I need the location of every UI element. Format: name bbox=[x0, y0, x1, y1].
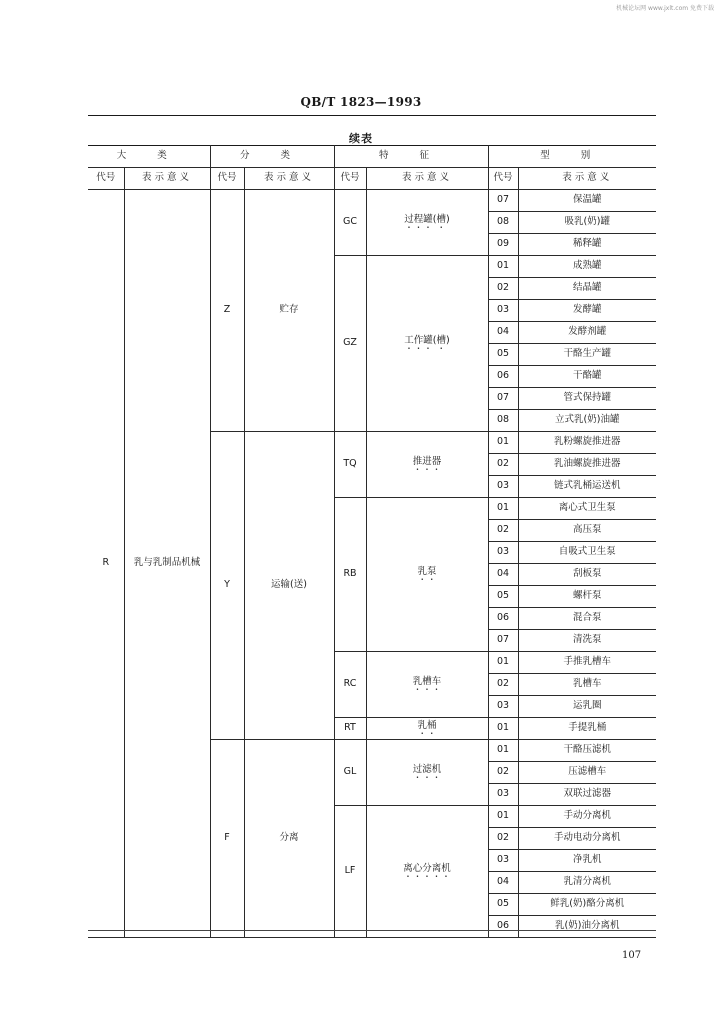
type-code: 01 bbox=[488, 652, 518, 674]
feature-meaning bbox=[366, 806, 488, 938]
type-meaning: 手动分离机 bbox=[518, 806, 656, 828]
feature-code: RB bbox=[334, 498, 366, 652]
type-code: 05 bbox=[488, 586, 518, 608]
type-code: 05 bbox=[488, 894, 518, 916]
type-meaning: 鲜乳(奶)酪分离机 bbox=[518, 894, 656, 916]
type-meaning: 双联过滤器 bbox=[518, 784, 656, 806]
type-meaning: 保温罐 bbox=[518, 190, 656, 212]
feature-meaning bbox=[366, 498, 488, 652]
type-meaning: 吸乳(奶)罐 bbox=[518, 212, 656, 234]
type-meaning: 自吸式卫生泵 bbox=[518, 542, 656, 564]
feature-meaning-text: 过程罐(槽) bbox=[404, 214, 450, 225]
type-code: 02 bbox=[488, 674, 518, 696]
major-meaning: 乳与乳制品机械 bbox=[124, 190, 210, 938]
subcategory-meaning: 分离 bbox=[244, 740, 334, 938]
type-code: 06 bbox=[488, 608, 518, 630]
standard-number: QB/T 1823—1993 bbox=[300, 95, 422, 109]
header-row-groups bbox=[88, 146, 656, 168]
type-meaning: 离心式卫生泵 bbox=[518, 498, 656, 520]
header-type-code: 代号 bbox=[488, 168, 518, 190]
feature-meaning bbox=[366, 718, 488, 740]
feature-code: GZ bbox=[334, 256, 366, 432]
feature-meaning-text: 乳槽车 bbox=[412, 676, 442, 687]
header-feature: 特 征 bbox=[334, 146, 488, 168]
type-meaning: 混合泵 bbox=[518, 608, 656, 630]
subcategory-code: Z bbox=[210, 190, 244, 432]
type-meaning: 刮板泵 bbox=[518, 564, 656, 586]
feature-meaning-text: 乳桶 bbox=[417, 720, 437, 731]
table-row bbox=[88, 190, 656, 212]
header-feature-meaning: 表示意义 bbox=[366, 168, 488, 190]
header-major-code: 代号 bbox=[88, 168, 124, 190]
feature-meaning bbox=[366, 256, 488, 432]
type-code: 03 bbox=[488, 542, 518, 564]
table-body bbox=[88, 190, 656, 938]
type-code: 02 bbox=[488, 278, 518, 300]
type-code: 03 bbox=[488, 850, 518, 872]
classification-table bbox=[88, 145, 656, 938]
type-code: 02 bbox=[488, 828, 518, 850]
type-meaning: 运乳圈 bbox=[518, 696, 656, 718]
type-code: 07 bbox=[488, 388, 518, 410]
header-row-columns bbox=[88, 168, 656, 190]
type-meaning: 立式乳(奶)油罐 bbox=[518, 410, 656, 432]
type-meaning: 成熟罐 bbox=[518, 256, 656, 278]
type-meaning: 管式保持罐 bbox=[518, 388, 656, 410]
subcategory-meaning: 贮存 bbox=[244, 190, 334, 432]
feature-meaning bbox=[366, 190, 488, 256]
type-meaning: 清洗泵 bbox=[518, 630, 656, 652]
type-meaning: 干酪罐 bbox=[518, 366, 656, 388]
watermark-text: 机械论坛网 www.jxlt.com 免费下载 bbox=[616, 5, 714, 12]
type-code: 03 bbox=[488, 300, 518, 322]
type-meaning: 乳槽车 bbox=[518, 674, 656, 696]
type-code: 03 bbox=[488, 784, 518, 806]
type-code: 01 bbox=[488, 256, 518, 278]
header-rule bbox=[88, 115, 656, 116]
feature-meaning bbox=[366, 432, 488, 498]
feature-code: LF bbox=[334, 806, 366, 938]
type-code: 06 bbox=[488, 916, 518, 938]
subcategory-code: Y bbox=[210, 432, 244, 740]
type-code: 09 bbox=[488, 234, 518, 256]
type-meaning: 干酪压滤机 bbox=[518, 740, 656, 762]
feature-code: GC bbox=[334, 190, 366, 256]
header-sub-code: 代号 bbox=[210, 168, 244, 190]
header-major-meaning: 表示意义 bbox=[124, 168, 210, 190]
type-meaning: 手动电动分离机 bbox=[518, 828, 656, 850]
feature-meaning-text: 工作罐(槽) bbox=[404, 335, 450, 346]
type-code: 01 bbox=[488, 432, 518, 454]
feature-code: RT bbox=[334, 718, 366, 740]
type-meaning: 乳油螺旋推进器 bbox=[518, 454, 656, 476]
feature-meaning-text: 推进器 bbox=[412, 456, 442, 467]
feature-meaning-text: 过滤机 bbox=[412, 764, 442, 775]
header-sub: 分 类 bbox=[210, 146, 334, 168]
header-sub-meaning: 表示意义 bbox=[244, 168, 334, 190]
type-meaning: 干酪生产罐 bbox=[518, 344, 656, 366]
type-code: 08 bbox=[488, 410, 518, 432]
type-code: 04 bbox=[488, 872, 518, 894]
feature-code: GL bbox=[334, 740, 366, 806]
type-code: 01 bbox=[488, 806, 518, 828]
type-meaning: 乳粉螺旋推进器 bbox=[518, 432, 656, 454]
type-code: 06 bbox=[488, 366, 518, 388]
type-meaning: 压滤槽车 bbox=[518, 762, 656, 784]
feature-code: TQ bbox=[334, 432, 366, 498]
type-code: 04 bbox=[488, 564, 518, 586]
type-code: 03 bbox=[488, 696, 518, 718]
header-type-meaning: 表示意义 bbox=[518, 168, 656, 190]
type-code: 01 bbox=[488, 718, 518, 740]
type-meaning: 手推乳槽车 bbox=[518, 652, 656, 674]
type-meaning: 高压泵 bbox=[518, 520, 656, 542]
feature-meaning bbox=[366, 740, 488, 806]
type-meaning: 结晶罐 bbox=[518, 278, 656, 300]
type-code: 08 bbox=[488, 212, 518, 234]
type-meaning: 乳清分离机 bbox=[518, 872, 656, 894]
type-meaning: 手提乳桶 bbox=[518, 718, 656, 740]
subcategory-code: F bbox=[210, 740, 244, 938]
type-meaning: 发酵剂罐 bbox=[518, 322, 656, 344]
type-meaning: 净乳机 bbox=[518, 850, 656, 872]
header-major: 大 类 bbox=[88, 146, 210, 168]
type-meaning: 螺杆泵 bbox=[518, 586, 656, 608]
type-code: 05 bbox=[488, 344, 518, 366]
header-feature-code: 代号 bbox=[334, 168, 366, 190]
type-code: 03 bbox=[488, 476, 518, 498]
feature-meaning-text: 离心分离机 bbox=[403, 863, 451, 874]
type-code: 01 bbox=[488, 498, 518, 520]
major-code: R bbox=[88, 190, 124, 938]
page-number: 107 bbox=[622, 950, 642, 961]
type-code: 02 bbox=[488, 520, 518, 542]
feature-meaning-text: 乳泵 bbox=[417, 566, 437, 577]
feature-code: RC bbox=[334, 652, 366, 718]
type-code: 07 bbox=[488, 190, 518, 212]
type-code: 04 bbox=[488, 322, 518, 344]
header-type: 型 别 bbox=[488, 146, 656, 168]
type-code: 02 bbox=[488, 762, 518, 784]
type-meaning: 乳(奶)油分离机 bbox=[518, 916, 656, 938]
type-meaning: 稀释罐 bbox=[518, 234, 656, 256]
type-meaning: 发酵罐 bbox=[518, 300, 656, 322]
subcategory-meaning: 运输(送) bbox=[244, 432, 334, 740]
feature-meaning bbox=[366, 652, 488, 718]
type-code: 01 bbox=[488, 740, 518, 762]
type-code: 07 bbox=[488, 630, 518, 652]
type-meaning: 链式乳桶运送机 bbox=[518, 476, 656, 498]
type-code: 02 bbox=[488, 454, 518, 476]
bottom-rule bbox=[88, 930, 656, 931]
table-caption: 续表 bbox=[349, 132, 373, 145]
